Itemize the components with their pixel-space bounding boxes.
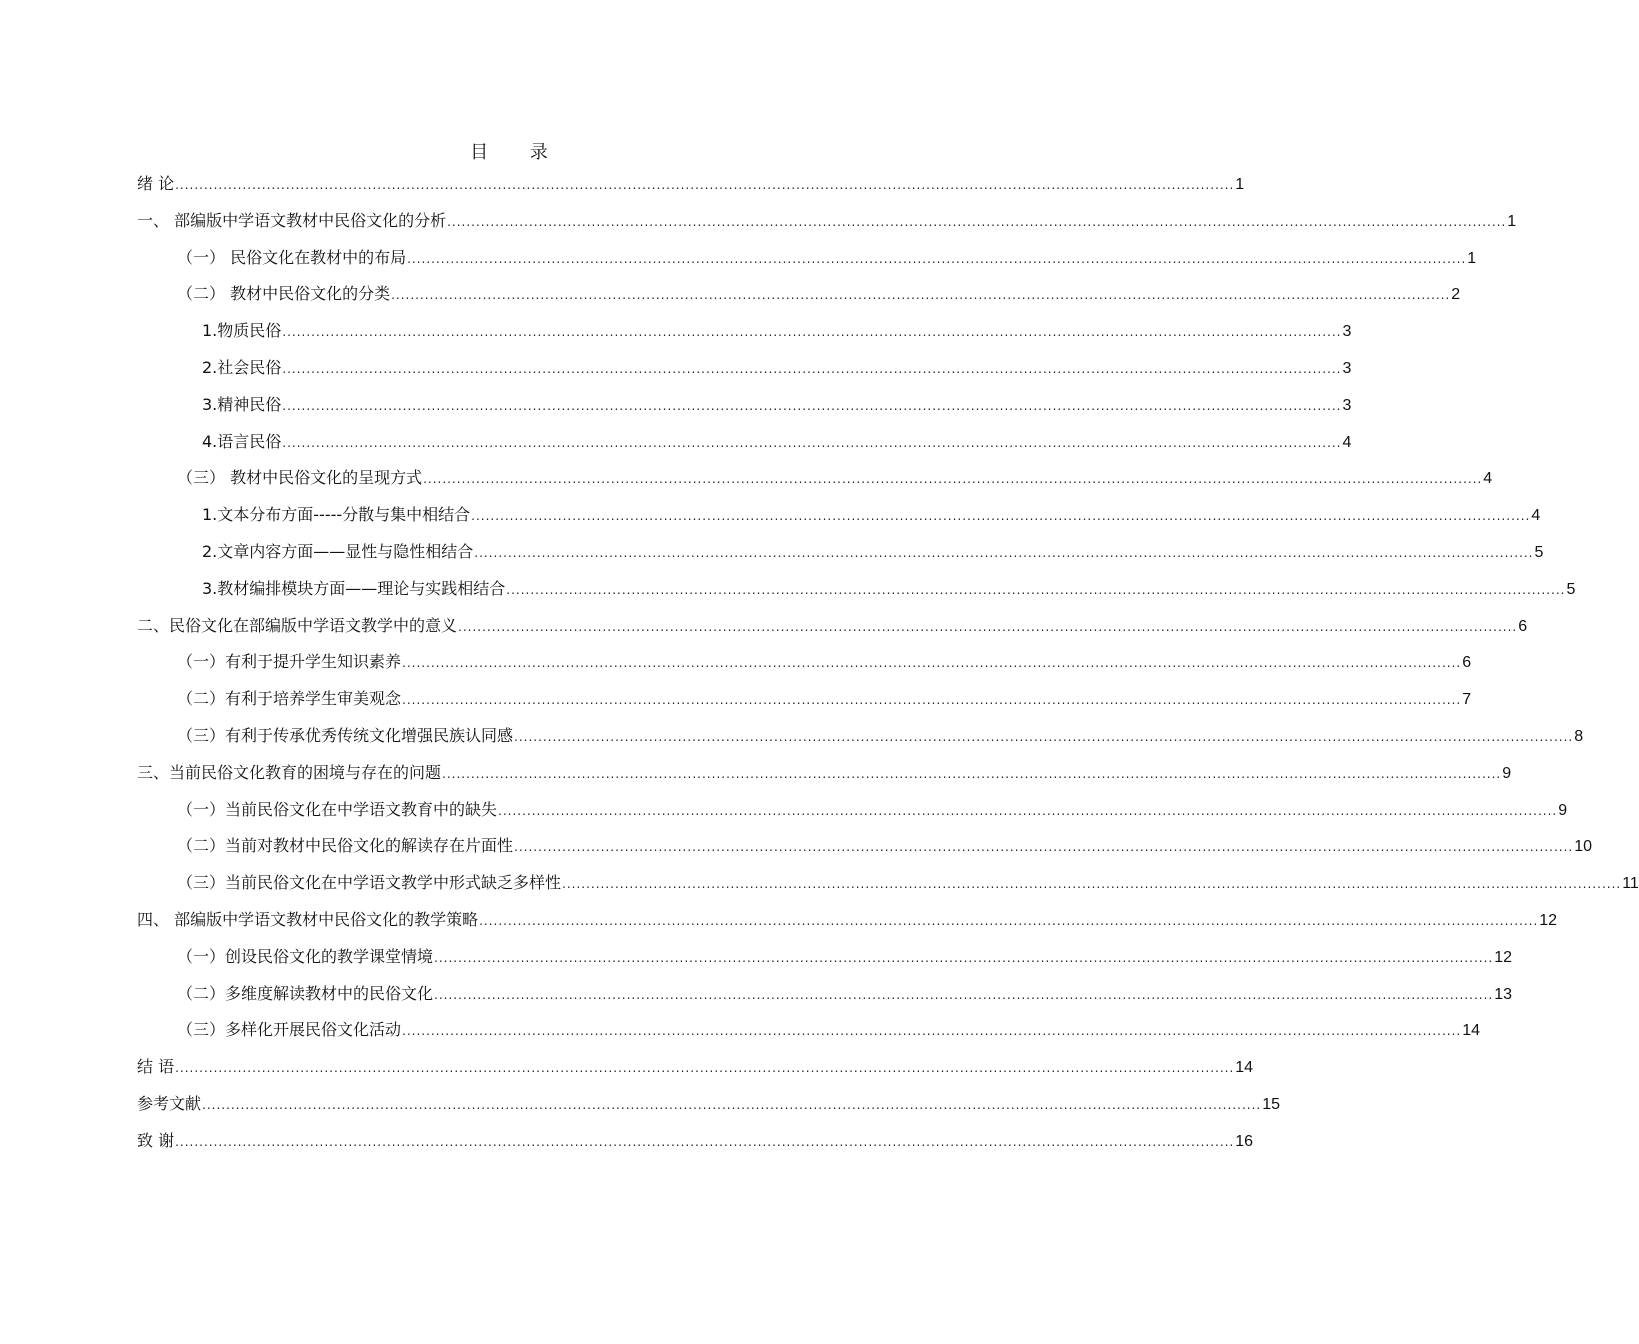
toc-entry[interactable]: [137, 166, 1245, 203]
toc-entry-label: （三）当前民俗文化在中学语文教学中形式缺乏多样性: [177, 873, 562, 893]
toc-dot-leader: ............................................................................................................................................................................................................................: [282, 398, 1342, 413]
toc-entry[interactable]: [137, 276, 1461, 313]
toc-entry[interactable]: [137, 240, 1477, 277]
toc-entry[interactable]: [137, 460, 1493, 497]
toc-entry-label: 参考文献: [137, 1093, 202, 1113]
toc-entry-page-number: 13: [1494, 985, 1512, 1003]
toc-entry-page-number: 4: [1531, 507, 1541, 525]
toc-dot-leader: ............................................................................................................................................................................................................................: [282, 325, 1342, 340]
toc-entry[interactable]: [137, 755, 1512, 792]
toc-entry[interactable]: [137, 497, 1541, 534]
toc-entry-page-number: 4: [1483, 470, 1493, 488]
toc-entry[interactable]: [137, 1123, 1254, 1160]
toc-entry-label: 二、民俗文化在部编版中学语文教学中的意义: [137, 615, 458, 635]
toc-entry[interactable]: [137, 644, 1472, 681]
toc-entry[interactable]: [137, 313, 1352, 350]
toc-entry[interactable]: [137, 939, 1512, 976]
toc-entry-page-number: 1: [1235, 176, 1245, 193]
toc-dot-leader: ............................................................................................................................................................................................................................: [474, 545, 1534, 560]
toc-dot-leader: ............................................................................................................................................................................................................................: [202, 1097, 1262, 1112]
toc-entry-page-number: 16: [1235, 1132, 1254, 1150]
toc-entry[interactable]: [137, 681, 1472, 718]
toc-dot-leader: ............................................................................................................................................................................................................................: [423, 472, 1483, 487]
toc-entry[interactable]: [137, 571, 1576, 608]
toc-entry[interactable]: [137, 1086, 1280, 1123]
toc-entry-label: 2.社会民俗: [202, 357, 282, 377]
toc-dot-leader: ............................................................................................................................................................................................................................: [175, 1061, 1235, 1076]
toc-dot-leader: ............................................................................................................................................................................................................................: [434, 987, 1494, 1002]
toc-dot-leader: ............................................................................................................................................................................................................................: [402, 1024, 1462, 1039]
toc-entry[interactable]: [137, 718, 1584, 755]
toc-entry-page-number: 12: [1539, 911, 1558, 929]
toc-entry[interactable]: [137, 350, 1352, 387]
toc-entry-label: （三） 教材中民俗文化的呈现方式: [177, 468, 423, 488]
toc-entry-page-number: 8: [1574, 727, 1584, 745]
toc-entry-page-number: 3: [1342, 359, 1352, 377]
toc-entry-label: （二）当前对教材中民俗文化的解读存在片面性: [177, 836, 514, 856]
toc-dot-leader: ............................................................................................................................................................................................................................: [282, 435, 1342, 450]
toc-entry-label: 1.文本分布方面-----分散与集中相结合: [202, 505, 471, 525]
table-of-contents: [137, 166, 1639, 1160]
toc-entry-page-number: 3: [1342, 396, 1352, 414]
toc-entry-label: （二）有利于培养学生审美观念: [177, 689, 402, 709]
toc-dot-leader: ............................................................................................................................................................................................................................: [442, 766, 1502, 781]
toc-entry-page-number: 5: [1534, 543, 1544, 561]
toc-dot-leader: ............................................................................................................................................................................................................................: [402, 693, 1462, 708]
toc-entry-page-number: 10: [1574, 838, 1592, 856]
toc-entry-label: 3.教材编排模块方面——理论与实践相结合: [202, 578, 506, 598]
toc-dot-leader: ............................................................................................................................................................................................................................: [434, 950, 1494, 965]
toc-entry-label: （三）多样化开展民俗文化活动: [177, 1020, 402, 1040]
toc-entry[interactable]: [137, 976, 1512, 1013]
toc-dot-leader: ............................................................................................................................................................................................................................: [498, 803, 1558, 818]
toc-entry-label: （二）多维度解读教材中的民俗文化: [177, 983, 434, 1003]
toc-dot-leader: ............................................................................................................................................................................................................................: [407, 251, 1467, 266]
toc-entry[interactable]: [137, 424, 1352, 461]
toc-entry-page-number: 12: [1494, 948, 1512, 966]
toc-entry-label: 三、当前民俗文化教育的困境与存在的问题: [137, 762, 442, 782]
toc-entry[interactable]: [137, 865, 1639, 902]
toc-entry-label: （一）创设民俗文化的教学课堂情境: [177, 946, 434, 966]
toc-entry-page-number: 9: [1558, 801, 1568, 819]
toc-entry-page-number: 1: [1467, 249, 1477, 267]
toc-entry-label: 四、 部编版中学语文教材中民俗文化的教学策略: [137, 909, 479, 929]
toc-entry[interactable]: [137, 1049, 1254, 1086]
toc-entry[interactable]: [137, 203, 1517, 240]
toc-entry[interactable]: [137, 792, 1568, 829]
toc-entry-page-number: 1: [1507, 212, 1517, 230]
toc-dot-leader: ............................................................................................................................................................................................................................: [175, 1134, 1235, 1149]
toc-dot-leader: ............................................................................................................................................................................................................................: [402, 656, 1462, 671]
toc-entry-label: 一、 部编版中学语文教材中民俗文化的分析: [137, 210, 447, 230]
toc-entry-label: 致 谢: [137, 1130, 175, 1150]
toc-entry-label: （一） 民俗文化在教材中的布局: [177, 247, 407, 267]
toc-dot-leader: ............................................................................................................................................................................................................................: [471, 509, 1531, 524]
toc-entry-page-number: 2: [1451, 286, 1461, 304]
toc-dot-leader: ............................................................................................................................................................................................................................: [562, 877, 1622, 892]
toc-entry-page-number: 14: [1235, 1059, 1254, 1077]
toc-entry-label: （一）当前民俗文化在中学语文教育中的缺失: [177, 799, 498, 819]
toc-entry-label: 2.文章内容方面——显性与隐性相结合: [202, 541, 474, 561]
toc-entry-label: 4.语言民俗: [202, 431, 282, 451]
toc-entry-label: 1.物质民俗: [202, 321, 282, 341]
toc-entry-label: 3.精神民俗: [202, 394, 282, 414]
toc-entry-page-number: 3: [1342, 323, 1352, 341]
toc-entry-page-number: 15: [1262, 1095, 1280, 1113]
toc-entry-page-number: 6: [1518, 617, 1528, 635]
toc-entry[interactable]: [137, 1012, 1480, 1049]
toc-dot-leader: ............................................................................................................................................................................................................................: [479, 913, 1539, 928]
toc-entry-label: 结 语: [137, 1057, 175, 1077]
toc-entry[interactable]: [137, 902, 1558, 939]
toc-dot-leader: ............................................................................................................................................................................................................................: [175, 178, 1235, 192]
toc-dot-leader: ............................................................................................................................................................................................................................: [458, 619, 1518, 634]
toc-dot-leader: ............................................................................................................................................................................................................................: [514, 840, 1574, 855]
toc-entry[interactable]: [137, 608, 1528, 645]
toc-entry[interactable]: [137, 387, 1352, 424]
toc-entry-page-number: 7: [1462, 691, 1472, 709]
toc-entry-page-number: 11: [1622, 875, 1639, 893]
toc-entry-page-number: 9: [1502, 764, 1512, 782]
toc-entry[interactable]: [137, 828, 1592, 865]
toc-entry-label: （二） 教材中民俗文化的分类: [177, 284, 391, 304]
toc-dot-leader: ............................................................................................................................................................................................................................: [391, 288, 1451, 303]
toc-entry-page-number: 5: [1566, 580, 1576, 598]
toc-dot-leader: ............................................................................................................................................................................................................................: [514, 729, 1574, 744]
toc-dot-leader: ............................................................................................................................................................................................................................: [282, 361, 1342, 376]
toc-entry-page-number: 4: [1342, 433, 1352, 451]
toc-entry-label: （三）有利于传承优秀传统文化增强民族认同感: [177, 725, 514, 745]
toc-dot-leader: ............................................................................................................................................................................................................................: [447, 214, 1507, 229]
toc-entry-page-number: 14: [1462, 1022, 1480, 1040]
toc-dot-leader: ............................................................................................................................................................................................................................: [506, 582, 1566, 597]
toc-entry[interactable]: [137, 534, 1544, 571]
toc-title: 目 录: [470, 142, 566, 163]
toc-entry-label: （一）有利于提升学生知识素养: [177, 652, 402, 672]
toc-entry-page-number: 6: [1462, 654, 1472, 672]
toc-entry-label: 绪 论: [137, 174, 175, 193]
